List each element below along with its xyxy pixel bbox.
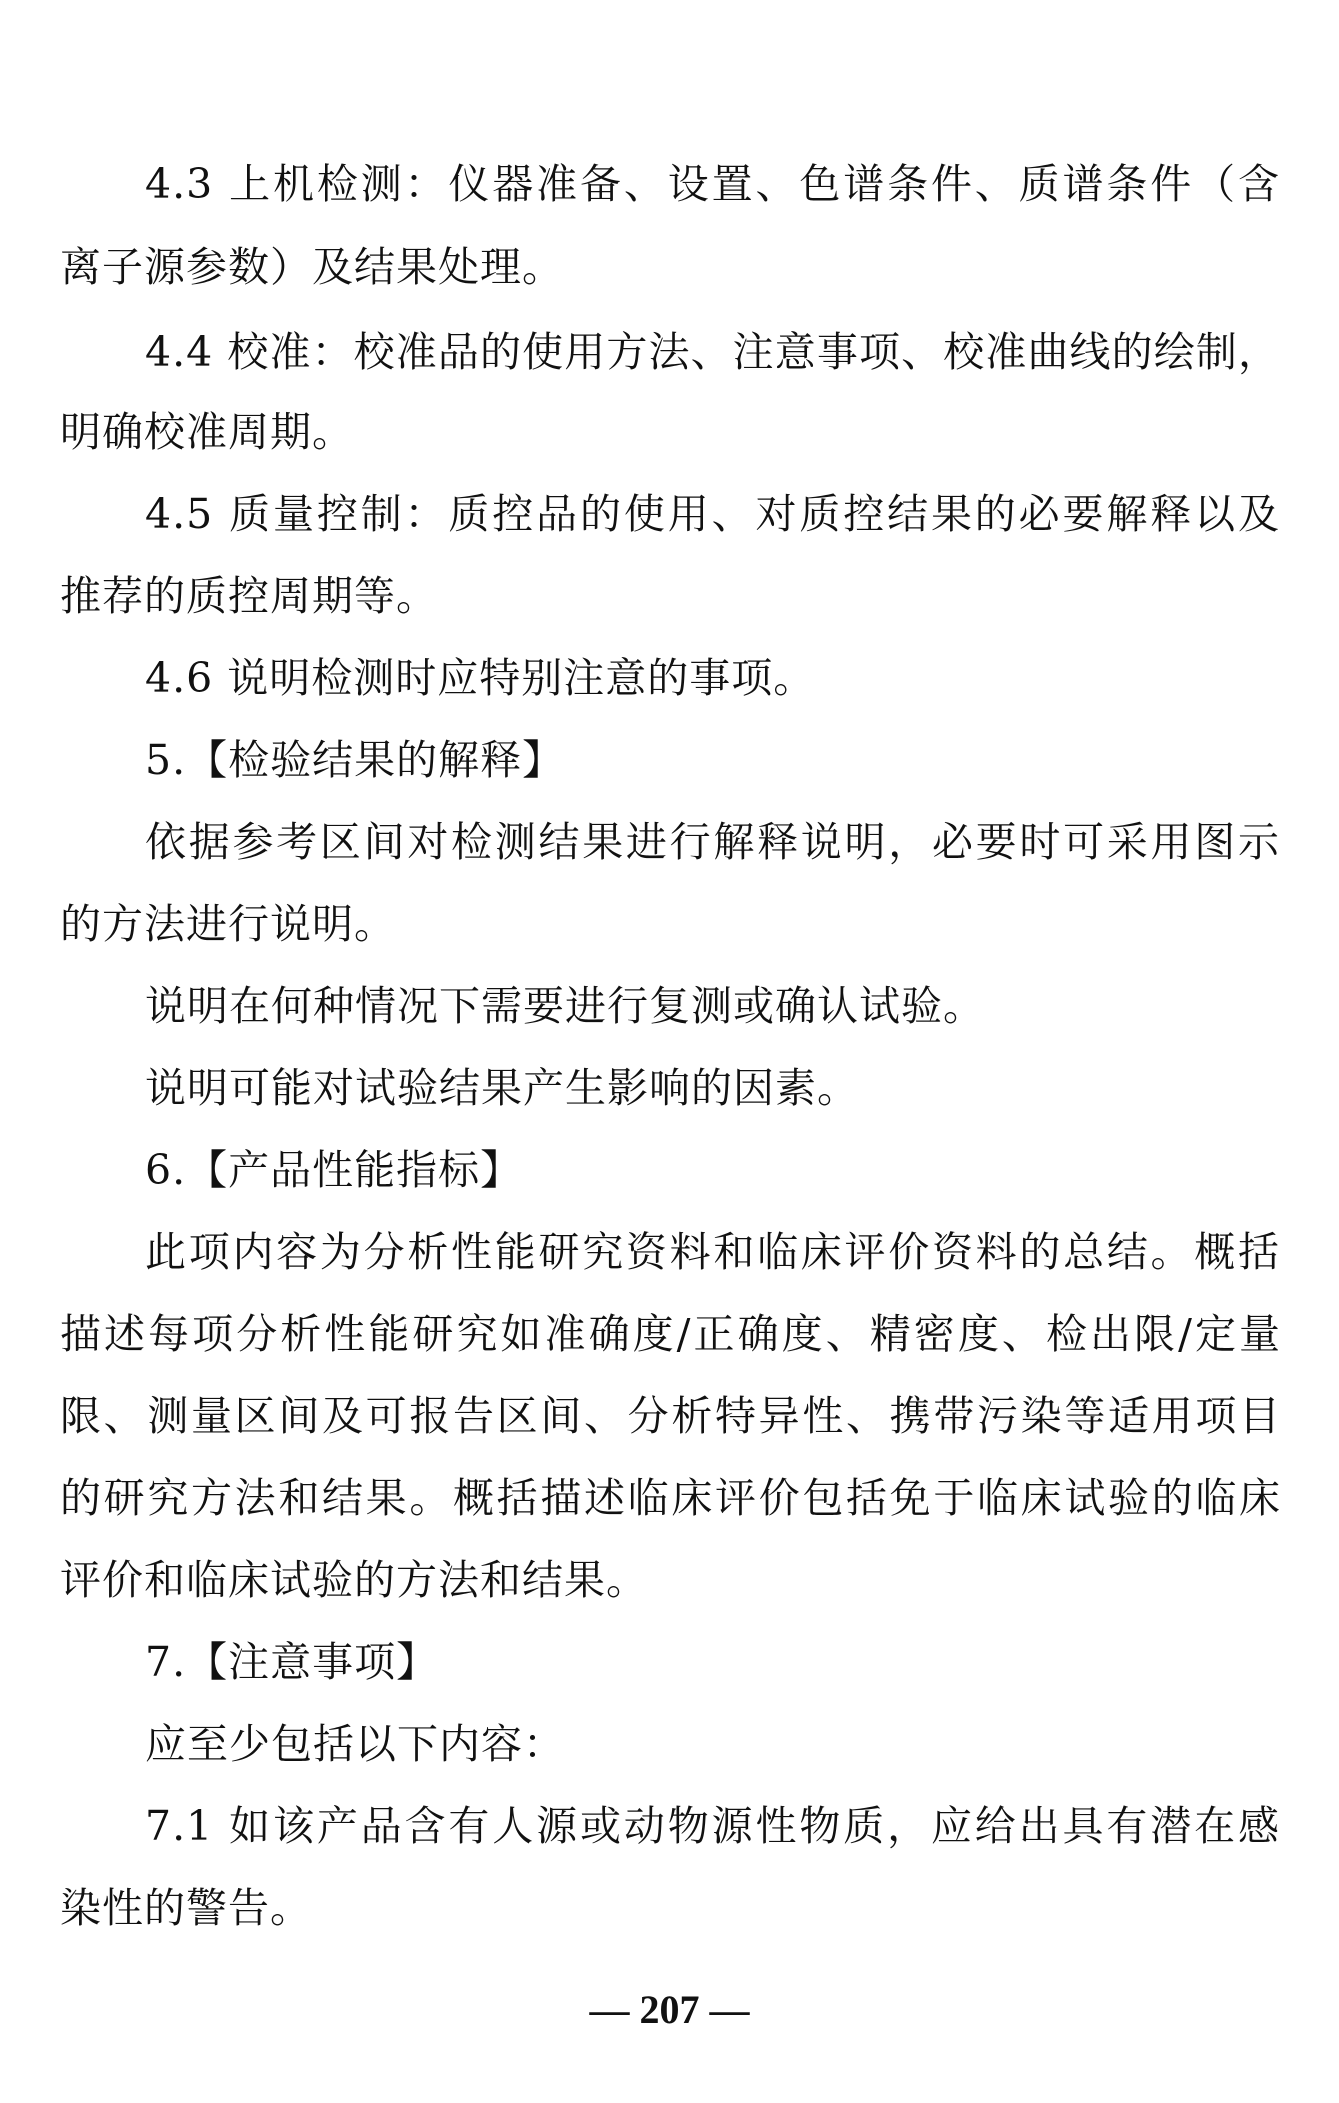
text-line: 说明在何种情况下需要进行复测或确认试验。 (145, 982, 985, 1030)
text-line: 的研究方法和结果。概括描述临床评价包括免于临床试验的临床 (60, 1474, 1280, 1522)
text-line: 评价和临床试验的方法和结果。 (60, 1556, 648, 1604)
section-heading: 7.【注意事项】 (145, 1638, 439, 1686)
text-line: 明确校准周期。 (60, 408, 354, 456)
section-heading: 5.【检验结果的解释】 (145, 736, 565, 784)
text-line: 此项内容为分析性能研究资料和临床评价资料的总结。概括 (145, 1228, 1280, 1276)
text-line: 4.3 上机检测：仪器准备、设置、色谱条件、质谱条件（含 (145, 160, 1280, 208)
text-line: 7.1 如该产品含有人源或动物源性物质，应给出具有潜在感 (145, 1802, 1280, 1850)
text-line: 4.5 质量控制：质控品的使用、对质控结果的必要解释以及 (145, 490, 1280, 538)
text-line: 应至少包括以下内容： (145, 1720, 565, 1768)
text-line: 描述每项分析性能研究如准确度/正确度、精密度、检出限/定量 (60, 1310, 1280, 1358)
section-heading: 6.【产品性能指标】 (145, 1146, 523, 1194)
text-line: 4.6 说明检测时应特别注意的事项。 (145, 654, 816, 702)
text-line: 染性的警告。 (60, 1884, 312, 1932)
text-line: 4.4 校准：校准品的使用方法、注意事项、校准曲线的绘制， (145, 328, 1280, 376)
text-line: 的方法进行说明。 (60, 900, 396, 948)
text-line: 离子源参数）及结果处理。 (60, 243, 564, 291)
page-number: — 207 — (589, 1987, 750, 2032)
text-line: 说明可能对试验结果产生影响的因素。 (145, 1064, 859, 1112)
text-line: 推荐的质控周期等。 (60, 572, 438, 620)
text-line: 限、测量区间及可报告区间、分析特异性、携带污染等适用项目 (60, 1392, 1280, 1440)
text-line: 依据参考区间对检测结果进行解释说明，必要时可采用图示 (145, 818, 1280, 866)
